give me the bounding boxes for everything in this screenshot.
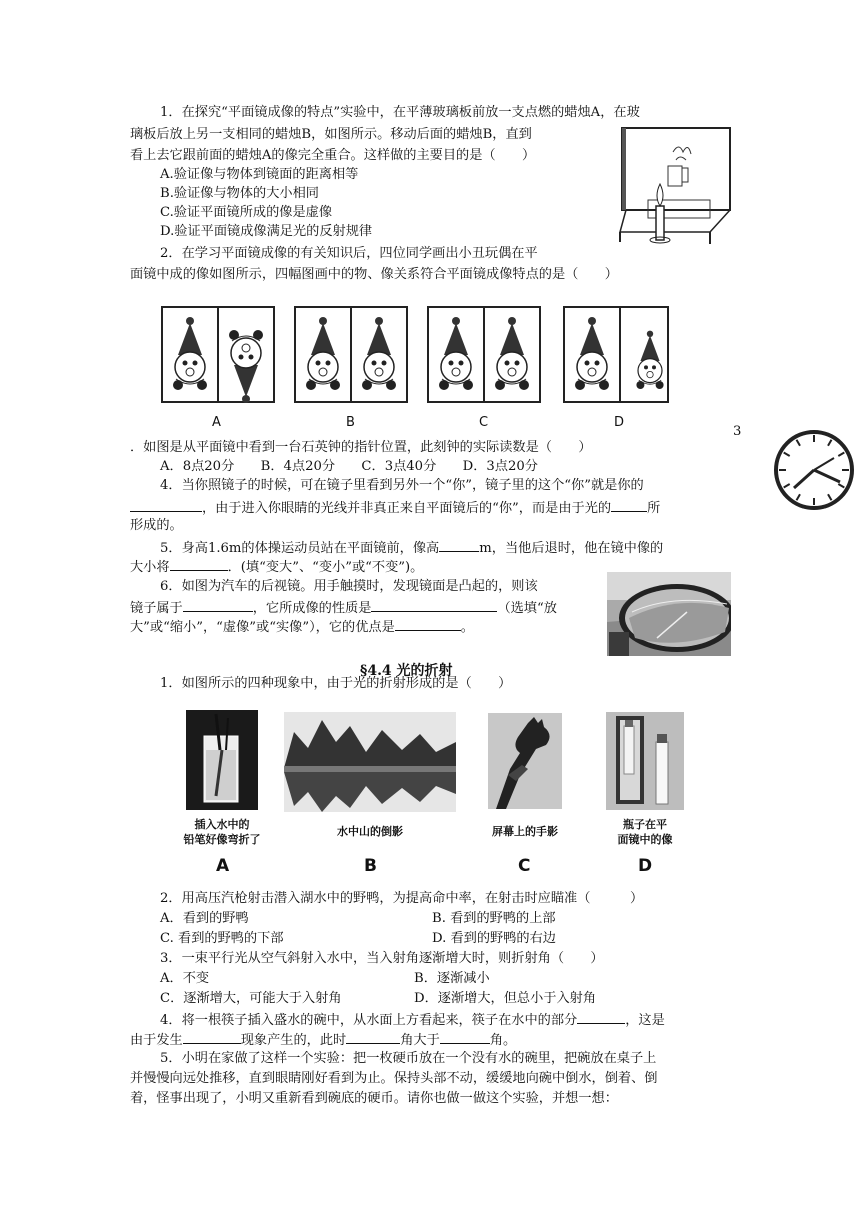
r4-blank-2[interactable] bbox=[183, 1030, 241, 1044]
q1-option-d: D.验证平面镜成像满足光的反射规律 bbox=[160, 224, 373, 239]
q6-line-2: 镜子属于 ，它所成像的性质是 （选填“放 bbox=[130, 598, 557, 618]
q4-line-2: ，由于进入你眼睛的光线并非真正来自平面镜后的“你”，而是由于光的 所 bbox=[130, 498, 660, 518]
r3-line-1: 3．一束平行光从空气斜射入水中，当入射角逐渐增大时，则折射角（ ） bbox=[160, 951, 604, 966]
r4-blank-3[interactable] bbox=[346, 1030, 400, 1044]
q4-line-3: 形成的。 bbox=[130, 518, 183, 533]
q1-option-a: A.验证像与物体到镜面的距离相等 bbox=[160, 167, 359, 182]
r1-line-1: 1．如图所示的四种现象中，由于光的折射形成的是（ ） bbox=[160, 676, 512, 691]
q5-line-2: 大小将 ．(填“变大”、“变小”或“不变”)。 bbox=[130, 557, 423, 577]
q1-option-b: B.验证像与物体的大小相同 bbox=[160, 186, 319, 201]
r2-line-1: 2．用高压汽枪射击潜入湖水中的野鸭，为提高命中率，在射击时应瞄准（ ） bbox=[160, 891, 644, 906]
q3-line-1: ．如图是从平面镜中看到一台石英钟的指针位置，此刻钟的实际读数是（ ） bbox=[130, 440, 592, 455]
q1-line-1: 1．在探究“平面镜成像的特点”实验中，在平薄玻璃板前放一支点燃的蜡烛A，在玻 bbox=[160, 105, 640, 120]
q3-number: 3 bbox=[733, 424, 742, 439]
q6-line-1: 6．如图为汽车的后视镜。用手触摸时，发现镜面是凸起的，则该 bbox=[160, 579, 538, 594]
q4-blank-1[interactable] bbox=[130, 498, 202, 512]
r1-caption-d: 瓶子在平 面镜中的像 bbox=[617, 818, 673, 846]
bottle-mirror-photo bbox=[606, 712, 684, 810]
r1-caption-a: 插入水中的 铅笔好像弯折了 bbox=[183, 818, 261, 846]
r3-option-a: A．不变 bbox=[160, 971, 210, 986]
r3-option-b: B．逐渐减小 bbox=[414, 971, 490, 986]
q1-line-2: 璃板后放上另一支相同的蜡烛B，如图所示。移动后面的蜡烛B，直到 bbox=[130, 127, 532, 142]
q2-line-1: 2．在学习平面镜成像的有关知识后，四位同学画出小丑玩偶在平 bbox=[160, 246, 538, 261]
clock-figure bbox=[772, 428, 856, 512]
q3-options: A．8点20分 B．4点20分 C．3点40分 D．3点20分 bbox=[160, 459, 538, 474]
r2-option-b: B. 看到的野鸭的上部 bbox=[432, 911, 556, 926]
section-title: §4.4 光的折射 bbox=[360, 663, 453, 679]
q4-blank-2[interactable] bbox=[611, 498, 647, 512]
r1-caption-b: 水中山的倒影 bbox=[337, 825, 403, 838]
rearview-mirror-photo bbox=[607, 572, 731, 656]
q6-blank-2[interactable] bbox=[371, 598, 497, 612]
r2-option-d: D. 看到的野鸭的右边 bbox=[432, 931, 556, 946]
q6-blank-1[interactable] bbox=[183, 598, 253, 612]
r2-option-c: C. 看到的野鸭的下部 bbox=[160, 931, 284, 946]
hand-shadow-photo bbox=[488, 713, 562, 809]
pencil-in-water-photo bbox=[186, 710, 258, 810]
q2-label-d: D bbox=[614, 415, 625, 430]
r4-blank-4[interactable] bbox=[440, 1030, 490, 1044]
r1-label-a: A bbox=[216, 856, 230, 876]
q2-label-b: B bbox=[346, 415, 355, 430]
q6-blank-3[interactable] bbox=[395, 617, 461, 631]
q1-option-c: C.验证平面镜所成的像是虚像 bbox=[160, 205, 333, 220]
clown-mirror-figures bbox=[160, 305, 670, 405]
q2-line-2: 面镜中成的像如图所示，四幅图画中的物、像关系符合平面镜成像特点的是（ ） bbox=[130, 267, 618, 282]
r3-option-c: C．逐渐增大，可能大于入射角 bbox=[160, 991, 342, 1006]
r5-line-1: 5．小明在家做了这样一个实验：把一枚硬币放在一个没有水的碗里，把碗放在桌子上 bbox=[160, 1051, 657, 1066]
r1-label-c: C bbox=[518, 856, 531, 876]
r1-caption-c: 屏幕上的手影 bbox=[492, 825, 558, 838]
q5-blank-2[interactable] bbox=[170, 557, 228, 571]
r4-blank-1[interactable] bbox=[577, 1010, 625, 1024]
q6-line-3: 大”或“缩小”，“虚像”或“实像”），它的优点是 。 bbox=[130, 617, 474, 637]
r4-line-1: 4．将一根筷子插入盛水的碗中，从水面上方看起来，筷子在水中的部分 ，这是 bbox=[160, 1010, 665, 1030]
q2-label-c: C bbox=[479, 415, 489, 430]
r2-option-a: A．看到的野鸭 bbox=[160, 911, 249, 926]
q4-line-1: 4．当你照镜子的时候，可在镜子里看到另外一个“你”，镜子里的这个“你”就是你的 bbox=[160, 478, 644, 493]
q2-label-a: A bbox=[212, 415, 221, 430]
r1-label-d: D bbox=[638, 856, 653, 876]
candle-glass-figure bbox=[618, 124, 738, 254]
r5-line-2: 并慢慢向远处推移，直到眼睛刚好看到为止。保持头部不动，缓缓地向碗中倒水，倒着、倒 bbox=[130, 1071, 658, 1086]
mountain-reflection-photo bbox=[284, 712, 456, 812]
q5-line-1: 5．身高1.6m的体操运动员站在平面镜前，像高 m，当他后退时，他在镜中像的 bbox=[160, 538, 663, 558]
r4-line-2: 由于发生 现象产生的，此时 角大于 角。 bbox=[130, 1030, 516, 1050]
r5-line-3: 着，怪事出现了，小明又重新看到碗底的硬币。请你也做一做这个实验，并想一想： bbox=[130, 1091, 618, 1106]
q5-blank-1[interactable] bbox=[439, 538, 479, 552]
r1-label-b: B bbox=[364, 856, 377, 876]
q1-line-3: 看上去它跟前面的蜡烛A的像完全重合。这样做的主要目的是（ ） bbox=[130, 148, 536, 163]
r3-option-d: D．逐渐增大，但总小于入射角 bbox=[414, 991, 597, 1006]
